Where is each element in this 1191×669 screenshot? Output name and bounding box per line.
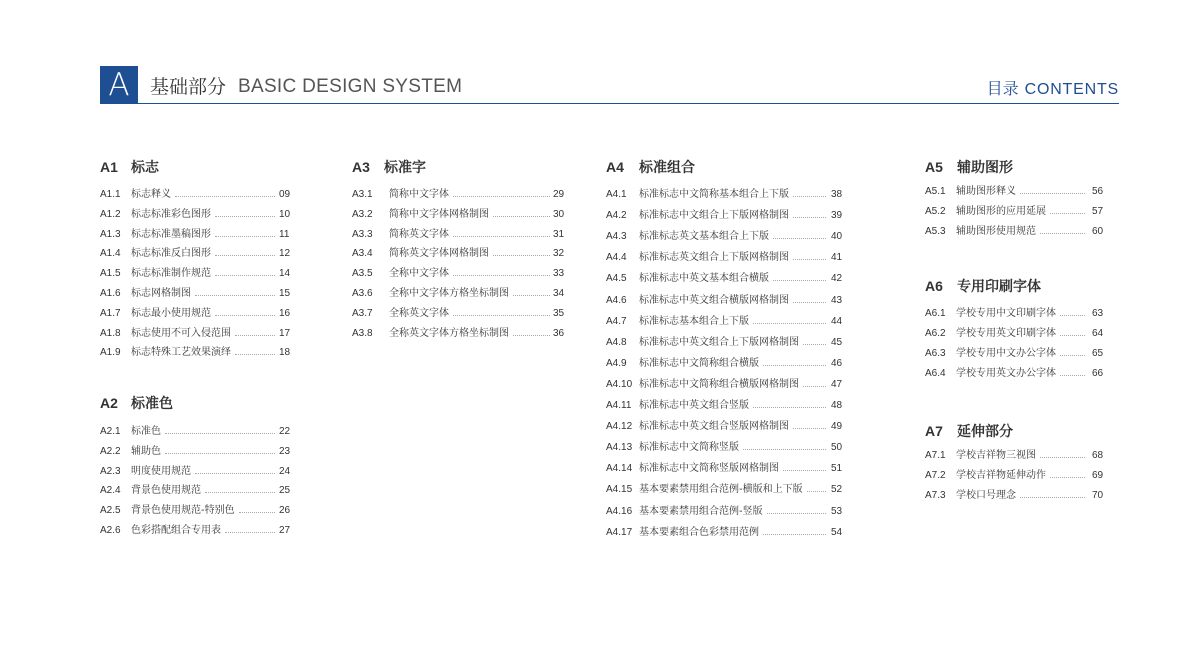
entry-title: 标志特殊工艺效果演绎 — [131, 347, 231, 359]
entry-page-number: 41 — [831, 252, 843, 264]
dot-leader — [195, 473, 275, 474]
entry-number: A4.11 — [606, 400, 632, 411]
section-heading — [925, 278, 1041, 295]
section-code: A3 — [352, 159, 370, 175]
entry-title: 标准标志中文简称组合横版网格制图 — [639, 378, 799, 390]
entry-number: A4.6 — [606, 294, 627, 306]
dot-leader — [1050, 477, 1085, 478]
entry-title: 标准标志英文基本组合上下版 — [639, 231, 769, 243]
section-code: A5 — [925, 159, 943, 175]
entry-page-number: 63 — [1092, 308, 1104, 319]
dot-leader — [743, 449, 826, 450]
entry-number: A1.7 — [100, 307, 121, 319]
toc-entry[interactable] — [606, 399, 847, 412]
entry-title: 标志标准制作规范 — [131, 268, 211, 280]
dot-leader — [1020, 193, 1085, 194]
entry-number: A4.9 — [606, 357, 627, 369]
entry-number: A7.1 — [925, 450, 946, 461]
entry-title: 学校专用英文印刷字体 — [956, 328, 1056, 339]
dot-leader — [1060, 375, 1085, 376]
dot-leader — [1060, 355, 1085, 356]
dot-leader — [453, 315, 550, 316]
dot-leader — [215, 236, 275, 237]
dot-leader — [175, 196, 275, 197]
section-code: A1 — [100, 159, 118, 175]
dot-leader — [763, 534, 826, 535]
entry-number: A4.14 — [606, 463, 633, 475]
dot-leader — [453, 196, 550, 197]
section-heading — [100, 395, 173, 412]
toc-entry[interactable] — [352, 208, 569, 221]
entry-page-number: 17 — [279, 327, 291, 339]
toc-entry[interactable] — [606, 188, 847, 201]
entry-number: A7.2 — [925, 470, 946, 481]
contents-label-cn: 目录 — [986, 79, 1019, 98]
entry-page-number: 32 — [553, 248, 565, 260]
toc-entry[interactable] — [352, 327, 569, 340]
entry-title: 色彩搭配组合专用表 — [131, 525, 221, 536]
entry-title: 标准标志中英文组合上下版网格制图 — [639, 336, 799, 348]
dot-leader — [235, 335, 275, 336]
toc-entry[interactable] — [100, 445, 295, 458]
entry-page-number: 16 — [279, 307, 291, 319]
entry-title: 辅助图形使用规范 — [956, 226, 1036, 237]
section-heading — [352, 159, 426, 176]
dot-leader — [493, 216, 550, 217]
entry-number: A3.6 — [352, 288, 373, 299]
entry-title: 学校口号理念 — [956, 490, 1016, 501]
section-name: 延伸部分 — [957, 424, 1013, 440]
toc-entry[interactable] — [606, 230, 847, 243]
entry-title: 标准色 — [131, 426, 161, 437]
entry-page-number: 70 — [1092, 490, 1104, 501]
entry-number: A4.2 — [606, 210, 627, 222]
entry-page-number: 57 — [1092, 206, 1104, 217]
dot-leader — [205, 492, 275, 493]
entry-page-number: 66 — [1092, 368, 1104, 379]
toc-entry[interactable] — [100, 524, 295, 537]
toc-entry[interactable] — [100, 307, 295, 320]
dot-leader — [225, 532, 275, 533]
dot-leader — [493, 255, 550, 256]
entry-number: A1.6 — [100, 288, 121, 299]
entry-page-number: 47 — [831, 378, 843, 390]
entry-title: 学校专用英文办公字体 — [956, 368, 1056, 379]
entry-page-number: 49 — [831, 421, 843, 433]
page-title-cn: 基础部分 — [150, 76, 227, 98]
entry-page-number: 30 — [553, 208, 565, 220]
dot-leader — [1040, 457, 1085, 458]
entry-number: A4.4 — [606, 252, 627, 264]
entry-number: A2.5 — [100, 505, 121, 517]
entry-title: 标志标准反白图形 — [131, 248, 211, 260]
toc-entry[interactable] — [100, 188, 295, 201]
toc-entry[interactable] — [606, 209, 847, 222]
toc-entry[interactable] — [606, 357, 847, 370]
dot-leader — [1040, 233, 1085, 234]
section-code: A4 — [606, 159, 624, 175]
entry-title: 简称中文字体 — [389, 189, 449, 200]
section-heading — [100, 159, 159, 176]
dot-leader — [803, 344, 826, 345]
entry-number: A2.4 — [100, 485, 121, 497]
entry-number: A6.1 — [925, 308, 946, 319]
entry-page-number: 48 — [831, 400, 843, 411]
entry-number: A1.9 — [100, 347, 121, 359]
entry-title: 辅助图形释义 — [956, 186, 1016, 197]
entry-number: A2.3 — [100, 465, 121, 477]
dot-leader — [513, 335, 550, 336]
section-badge: A — [100, 66, 138, 104]
entry-title: 背景色使用规范 — [131, 485, 201, 497]
entry-number: A4.13 — [606, 442, 633, 454]
toc-entry[interactable] — [925, 205, 1108, 218]
entry-number: A5.2 — [925, 206, 946, 217]
entry-title: 标准标志英文组合上下版网格制图 — [639, 252, 789, 264]
toc-entry[interactable] — [100, 267, 295, 280]
dot-leader — [1060, 315, 1085, 316]
entry-page-number: 53 — [831, 505, 843, 517]
entry-page-number: 54 — [831, 526, 843, 538]
entry-page-number: 52 — [831, 484, 843, 496]
dot-leader — [513, 295, 550, 296]
entry-number: A6.3 — [925, 348, 946, 359]
entry-title: 全称中文字体 — [389, 268, 449, 280]
dot-leader — [215, 275, 275, 276]
toc-entry[interactable] — [352, 287, 569, 300]
entry-title: 简称英文字体网格制图 — [389, 248, 489, 260]
dot-leader — [165, 433, 275, 434]
entry-title: 标准标志中文简称组合横版 — [639, 357, 759, 369]
entry-number: A6.4 — [925, 368, 946, 379]
entry-page-number: 40 — [831, 231, 843, 243]
toc-entry[interactable] — [606, 526, 847, 539]
toc-entry[interactable] — [100, 228, 295, 241]
toc-entry[interactable] — [100, 465, 295, 478]
toc-entry[interactable] — [606, 336, 847, 349]
entry-page-number: 45 — [831, 336, 843, 348]
section-name: 标准字 — [384, 160, 426, 176]
toc-entry[interactable] — [606, 251, 847, 264]
entry-page-number: 68 — [1092, 450, 1104, 461]
toc-entry[interactable] — [352, 307, 569, 320]
toc-entry[interactable] — [100, 208, 295, 221]
entry-page-number: 26 — [279, 505, 291, 517]
section-code: A7 — [925, 423, 943, 439]
entry-title: 全称英文字体方格坐标制图 — [389, 327, 509, 339]
entry-number: A4.16 — [606, 505, 633, 517]
page-header — [100, 66, 1119, 104]
toc-entry[interactable] — [352, 188, 569, 201]
entry-title: 标准标志中英文组合竖版 — [639, 400, 749, 411]
section-name: 标准组合 — [639, 160, 695, 176]
toc-entry[interactable] — [925, 469, 1108, 482]
dot-leader — [1050, 213, 1085, 214]
entry-number: A4.12 — [606, 421, 633, 433]
toc-entry[interactable] — [606, 420, 847, 433]
toc-entry[interactable] — [925, 185, 1108, 198]
toc-entry[interactable] — [100, 484, 295, 497]
section-name: 标志 — [131, 160, 159, 176]
entry-title: 基本要素禁用组合范例-横版和上下版 — [639, 484, 803, 496]
toc-entry[interactable] — [606, 294, 847, 307]
toc-entry[interactable] — [352, 267, 569, 280]
entry-title: 全称中文字体方格坐标制图 — [389, 288, 509, 299]
entry-page-number: 24 — [279, 465, 291, 477]
entry-page-number: 33 — [553, 268, 565, 280]
dot-leader — [1060, 335, 1085, 336]
toc-entry[interactable] — [606, 378, 847, 391]
dot-leader — [773, 238, 826, 239]
toc-entry[interactable] — [925, 307, 1108, 320]
contents-label — [987, 79, 1119, 100]
entry-page-number: 50 — [831, 442, 843, 454]
toc-entry[interactable] — [925, 367, 1108, 380]
entry-page-number: 29 — [553, 189, 565, 200]
dot-leader — [783, 470, 826, 471]
toc-entry[interactable] — [352, 247, 569, 260]
entry-number: A5.1 — [925, 186, 946, 197]
entry-number: A3.4 — [352, 248, 373, 260]
entry-number: A1.4 — [100, 248, 121, 260]
toc-entry[interactable] — [100, 327, 295, 340]
dot-leader — [763, 365, 826, 366]
toc-entry[interactable] — [606, 272, 847, 285]
dot-leader — [793, 259, 826, 260]
entry-page-number: 64 — [1092, 328, 1104, 339]
entry-number: A1.8 — [100, 327, 121, 339]
entry-page-number: 39 — [831, 210, 843, 222]
entry-page-number: 65 — [1092, 348, 1104, 359]
toc-entry[interactable] — [925, 489, 1108, 502]
entry-page-number: 31 — [553, 228, 565, 240]
entry-page-number: 35 — [553, 307, 565, 319]
entry-title: 学校专用中文办公字体 — [956, 348, 1056, 359]
header-divider — [100, 103, 1119, 104]
entry-page-number: 69 — [1092, 470, 1104, 481]
entry-title: 背景色使用规范-特别色 — [131, 505, 235, 517]
section-heading — [925, 423, 1013, 440]
dot-leader — [793, 196, 826, 197]
dot-leader — [453, 275, 550, 276]
toc-entry[interactable] — [606, 315, 847, 328]
dot-leader — [239, 512, 275, 513]
entry-page-number: 14 — [279, 268, 291, 280]
entry-number: A4.17 — [606, 526, 633, 538]
entry-number: A4.1 — [606, 189, 627, 200]
entry-title: 标准标志中英文基本组合横版 — [639, 273, 769, 285]
dot-leader — [215, 216, 275, 217]
toc-entry[interactable] — [606, 505, 847, 518]
section-code: A6 — [925, 278, 943, 294]
dot-leader — [793, 302, 826, 303]
section-code: A2 — [100, 395, 118, 411]
entry-page-number: 27 — [279, 525, 291, 536]
entry-title: 标志标准彩色图形 — [131, 208, 211, 220]
entry-number: A6.2 — [925, 328, 946, 339]
toc-entry[interactable] — [100, 346, 295, 359]
section-heading — [606, 159, 695, 176]
entry-title: 标志标准墨稿图形 — [131, 228, 211, 240]
dot-leader — [807, 491, 826, 492]
dot-leader — [753, 323, 826, 324]
entry-page-number: 36 — [553, 327, 565, 339]
entry-page-number: 34 — [553, 288, 565, 299]
entry-title: 标准标志中文简称基本组合上下版 — [639, 189, 789, 200]
dot-leader — [753, 407, 826, 408]
entry-title: 标准标志中英文组合横版网格制图 — [639, 294, 789, 306]
entry-title: 基本要素组合色彩禁用范例 — [639, 526, 759, 538]
entry-page-number: 46 — [831, 357, 843, 369]
section-name: 辅助图形 — [957, 160, 1013, 176]
dot-leader — [793, 217, 826, 218]
entry-page-number: 51 — [831, 463, 843, 475]
dot-leader — [195, 295, 275, 296]
toc-entry[interactable] — [606, 462, 847, 475]
entry-number: A3.1 — [352, 189, 373, 200]
toc-entry[interactable] — [352, 228, 569, 241]
toc-entry[interactable] — [606, 483, 847, 496]
entry-number: A3.7 — [352, 307, 373, 319]
section-name: 标准色 — [131, 396, 173, 412]
entry-title: 标准标志中英文组合竖版网格制图 — [639, 421, 789, 433]
entry-title: 学校吉祥物三视图 — [956, 450, 1036, 461]
entry-page-number: 38 — [831, 189, 843, 200]
entry-page-number: 43 — [831, 294, 843, 306]
entry-number: A2.2 — [100, 445, 121, 457]
dot-leader — [235, 354, 275, 355]
entry-page-number: 60 — [1092, 226, 1104, 237]
entry-title: 标准标志中文简称竖版 — [639, 442, 739, 454]
toc-entry[interactable] — [925, 347, 1108, 360]
entry-title: 基本要素禁用组合范例-竖版 — [639, 505, 763, 517]
toc-entry[interactable] — [100, 504, 295, 517]
dot-leader — [215, 315, 275, 316]
entry-page-number: 25 — [279, 485, 291, 497]
dot-leader — [767, 513, 826, 514]
dot-leader — [165, 453, 275, 454]
entry-title: 标志使用不可入侵范围 — [131, 327, 231, 339]
entry-number: A3.2 — [352, 208, 373, 220]
entry-page-number: 11 — [279, 228, 290, 240]
entry-title: 标志释义 — [131, 189, 171, 200]
entry-title: 辅助图形的应用延展 — [956, 206, 1046, 217]
section-heading — [925, 159, 1013, 176]
entry-number: A1.1 — [100, 189, 121, 200]
dot-leader — [773, 280, 826, 281]
toc-entry[interactable] — [100, 287, 295, 300]
dot-leader — [793, 428, 826, 429]
toc-entry[interactable] — [925, 225, 1108, 238]
entry-number: A1.5 — [100, 268, 121, 280]
toc-entry[interactable] — [925, 327, 1108, 340]
toc-entry[interactable] — [100, 247, 295, 260]
dot-leader — [215, 255, 275, 256]
entry-number: A4.15 — [606, 484, 633, 496]
entry-page-number: 44 — [831, 315, 843, 327]
entry-page-number: 15 — [279, 288, 291, 299]
section-name: 专用印刷字体 — [957, 279, 1041, 295]
entry-page-number: 42 — [831, 273, 843, 285]
dot-leader — [803, 386, 826, 387]
entry-title: 标志网格制图 — [131, 288, 191, 299]
entry-page-number: 09 — [279, 189, 291, 200]
toc-entry[interactable] — [925, 449, 1108, 462]
entry-number: A3.3 — [352, 228, 373, 240]
dot-leader — [453, 236, 550, 237]
entry-title: 学校吉祥物延伸动作 — [956, 470, 1046, 481]
entry-title: 学校专用中文印刷字体 — [956, 308, 1056, 319]
entry-number: A5.3 — [925, 226, 946, 237]
entry-page-number: 22 — [279, 426, 291, 437]
entry-number: A3.5 — [352, 268, 373, 280]
entry-number: A2.6 — [100, 525, 121, 536]
entry-page-number: 10 — [279, 208, 291, 220]
entry-page-number: 18 — [279, 347, 291, 359]
entry-title: 辅助色 — [131, 445, 161, 457]
entry-title: 明度使用规范 — [131, 465, 191, 477]
entry-number: A4.10 — [606, 378, 633, 390]
page-title-en: BASIC DESIGN SYSTEM — [238, 76, 463, 97]
entry-number: A4.5 — [606, 273, 627, 285]
toc-entry[interactable] — [100, 425, 295, 438]
entry-page-number: 23 — [279, 445, 291, 457]
entry-page-number: 12 — [279, 248, 291, 260]
entry-number: A3.8 — [352, 327, 373, 339]
entry-title: 标准标志中文简称竖版网格制图 — [639, 463, 779, 475]
entry-page-number: 56 — [1092, 186, 1104, 197]
entry-title: 简称中文字体网格制图 — [389, 208, 489, 220]
entry-title: 全称英文字体 — [389, 307, 449, 319]
entry-number: A2.1 — [100, 426, 121, 437]
entry-number: A7.3 — [925, 490, 946, 501]
entry-title: 标准标志基本组合上下版 — [639, 315, 749, 327]
entry-number: A4.3 — [606, 231, 627, 243]
entry-number: A4.8 — [606, 336, 627, 348]
toc-entry[interactable] — [606, 441, 847, 454]
entry-number: A1.2 — [100, 208, 121, 220]
dot-leader — [1020, 497, 1085, 498]
entry-title: 标志最小使用规范 — [131, 307, 211, 319]
entry-title: 简称英文字体 — [389, 228, 449, 240]
entry-title: 标准标志中文组合上下版网格制图 — [639, 210, 789, 222]
entry-number: A4.7 — [606, 315, 627, 327]
contents-label-en: CONTENTS — [1024, 81, 1119, 98]
entry-number: A1.3 — [100, 228, 121, 240]
